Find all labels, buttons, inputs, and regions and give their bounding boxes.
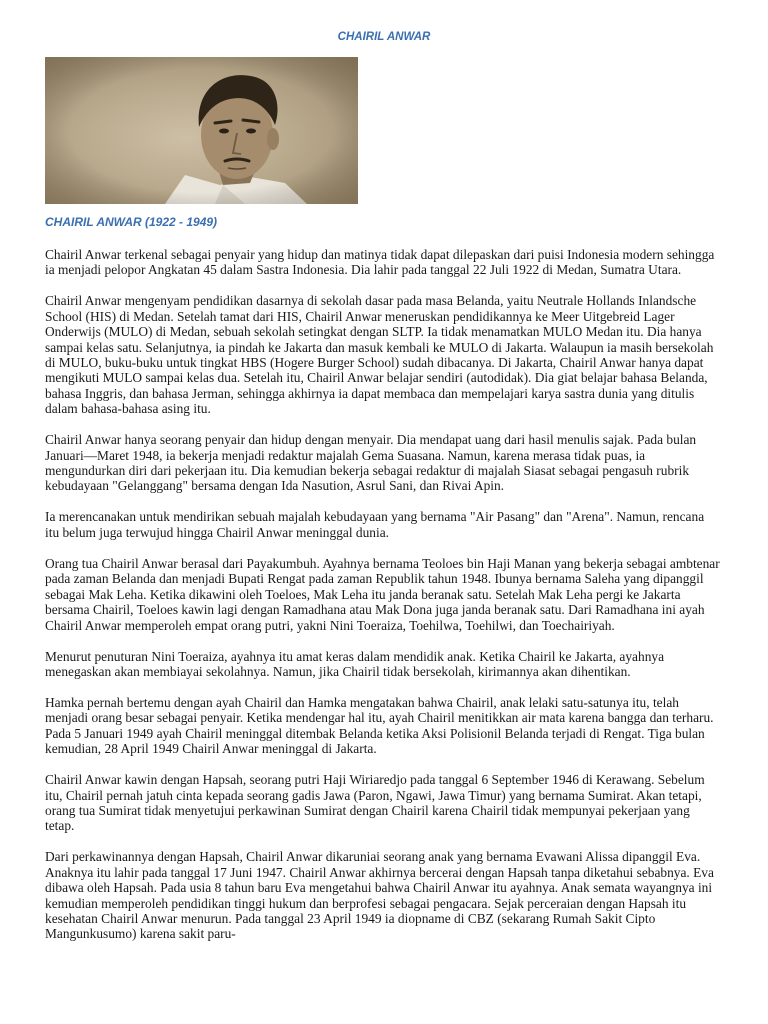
paragraph-father-strictness: Menurut penuturan Nini Toeraiza, ayahnya itu amat keras dalam mendidik anak. Ketika Chairil ke Jakarta, ayahnya menegaskan akan membiayai sekolahnya. Namun, jika Chairil tidak bersekolah, kirimannya akan dihentikan. — [45, 648, 665, 679]
document-subtitle: CHAIRIL ANWAR (1922 - 1949) — [45, 215, 218, 229]
document-title: CHAIRIL ANWAR — [337, 31, 431, 43]
paragraph-hamka: Hamka pernah bertemu dengan ayah Chairil dan Hamka mengatakan bahwa Chairil, anak lelaki satu-satunya itu, telah menjadi orang besar sebagai penyair. Ketika mendengar hal itu, ayah Chairil menitikkan air mata karena bangga dan terharu. Pada 5 Januari 1949 ayah Chairil meninggal ditembak Belanda ketika Aksi Polisionil Belanda terjadi di Rengat. Tiga bulan kemudian, 28 April 1949 Chairil Anwar meninggal di Jakarta. — [45, 694, 714, 757]
biography-text — [45, 247, 721, 957]
paragraph-marriage: Chairil Anwar kawin dengan Hapsah, seorang putri Haji Wiriaredjo pada tanggal 6 September 1946 di Kerawang. Sebelum itu, Chairil pernah jatuh cinta kepada seorang gadis Jawa (Paron, Ngawi, Jawa Timur) yang bernama Sumirat. Akan tetapi, orang tua Sumirat tidak menyetujui perkawinan Sumirat dengan Chairil karena Chairil tidak mempunyai pekerjaan yang tetap. — [45, 772, 705, 834]
paragraph-parents: Orang tua Chairil Anwar berasal dari Payakumbuh. Ayahnya bernama Teoloes bin Haji Manan yang bekerja sebagai ambtenar pada zaman Belanda dan menjadi Bupati Rengat pada zaman Republik tahun 1948. Ibunya bernama Saleha yang dipanggil sebagai Mak Leha. Ketika dikawini oleh Toeloes, Mak Leha itu janda beranak satu. Setelah Mak Leha pergi ke Jakarta bersama Chairil, Toeloes kawin lagi dengan Ramadhana atau Mak Dona juga janda beranak satu. Dari Ramadhana ini ayah Chairil Anwar memperoleh empat orang putri, yakni Nini Toeraiza, Toehilwa, Toehilwi, dan Toechairiyah. — [45, 555, 720, 633]
paragraph-child: Dari perkawinannya dengan Hapsah, Chairil Anwar dikaruniai seorang anak yang bernama Evawani Alissa dipanggil Eva. Anaknya itu lahir pada tanggal 17 Juni 1947. Chairil Anwar akhirnya bercerai dengan Hapsah tanpa diketahui sebabnya. Eva dibawa oleh Hapsah. Pada usia 8 tahun baru Eva mengetahui bahwa Chairil Anwar itu ayahnya. Anak semata wayangnya ini kemudian memperoleh pendidikan tinggi hukum dan berprofesi sebagai pengacara. Sejak perceraian dengan Hapsah itu kesehatan Chairil Anwar menurun. Pada tanggal 23 April 1949 ia diopname di CBZ (sekarang Rumah Sakit Cipto Mangunkusumo) karena sakit paru- — [45, 849, 714, 942]
portrait-photo — [45, 57, 358, 204]
paragraph-magazine-plan: Ia merencanakan untuk mendirikan sebuah majalah kebudayaan yang bernama "Air Pasang" dan "Arena". Namun, rencana itu belum juga terwujud hingga Chairil Anwar meninggal dunia. — [45, 509, 705, 540]
paragraph-career: Chairil Anwar hanya seorang penyair dan hidup dengan menyair. Dia mendapat uang dari hasil menulis sajak. Pada bulan Januari—Maret 1948, ia bekerja menjadi redaktur majalah Gema Suasana. Namun, karena merasa tidak puas, ia mengundurkan diri dari pekerjaan itu. Dia kemudian bekerja sebagai redaktur di majalah Siasat sebagai pengasuh rubrik kebudayaan "Gelanggang" bersama dengan Ida Nasution, Asrul Sani, dan Rivai Apin. — [45, 432, 697, 494]
paragraph-intro: Chairil Anwar terkenal sebagai penyair yang hidup dan matinya tidak dapat dilepaskan dari puisi Indonesia modern sehingga ia menjadi pelopor Angkatan 45 dalam Sastra Indonesia. Dia lahir pada tanggal 22 Juli 1922 di Medan, Sumatra Utara. — [45, 247, 715, 278]
paragraph-education: Chairil Anwar mengenyam pendidikan dasarnya di sekolah dasar pada masa Belanda, yaitu Neutrale Hollands Inlandsche School (HIS) di Medan. Setelah tamat dari HIS, Chairil Anwar meneruskan pendidikannya ke Meer Uitgebreid Lager Onderwijs (MULO) di Medan, sebuah sekolah setingkat dengan SLTP. Ia tidak menamatkan MULO Medan itu. Dia hanya sampai kelas satu. Selanjutnya, ia pindah ke Jakarta dan masuk kembali ke MULO di Jakarta. Walaupun ia masih bersekolah di MULO, buku-buku untuk tingkat HBS (Hogere Burger School) sudah dibacanya. Di Jakarta, Chairil Anwar hanya dapat mengikuti MULO sampai kelas dua. Setelah itu, Chairil Anwar belajar sendiri (autodidak). Dia giat belajar bahasa Belanda, bahasa Inggris, dan bahasa Jerman, sehingga akhirnya ia dapat membaca dan mempelajari karya sastra dunia yang ditulis dalam bahasa-bahasa asing itu. — [45, 293, 714, 417]
